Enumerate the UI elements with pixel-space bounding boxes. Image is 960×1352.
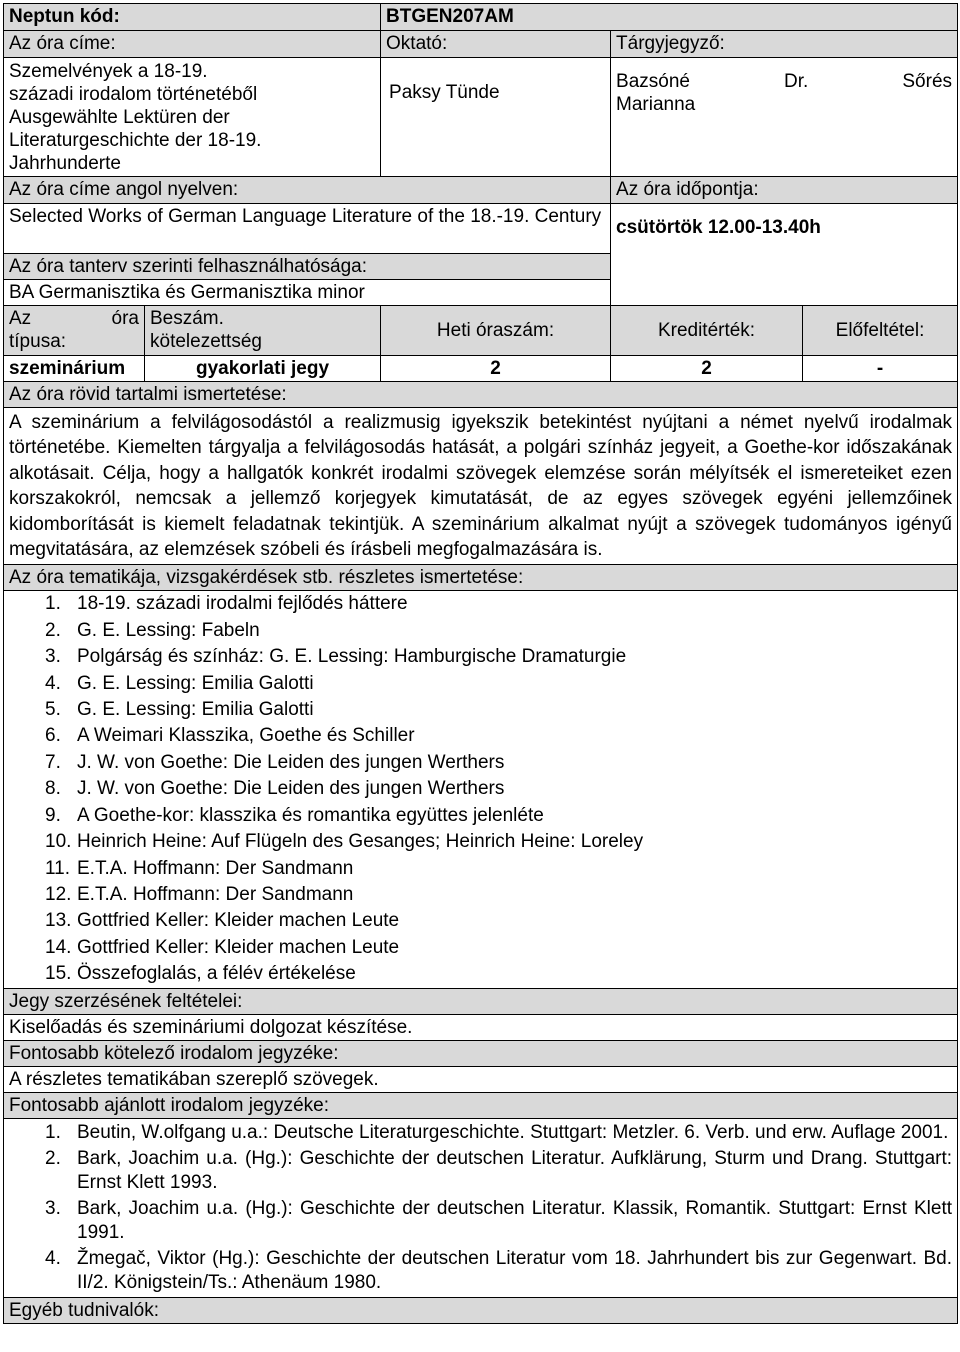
topic-item-number: 14. bbox=[45, 936, 72, 958]
topic-item bbox=[9, 803, 952, 829]
recommended-item-text: Bark, Joachim u.a. (Hg.): Geschichte der deutschen Literatur. Aufklärung, Sturm und Drang. Stuttgart: Ernst Klett 1993. bbox=[77, 1147, 953, 1193]
english-title: Selected Works of German Language Literature of the 18.-19. Century bbox=[4, 204, 611, 254]
topic-item-text: J. W. von Goethe: Die Leiden des jungen Werthers bbox=[77, 751, 505, 773]
topic-item bbox=[9, 829, 952, 855]
owner-label: Tárgyjegyző: bbox=[611, 31, 958, 58]
topic-item-number: 12. bbox=[45, 883, 72, 905]
recommended-item bbox=[9, 1121, 952, 1145]
topics-label: Az óra tematikája, vizsgakérdések stb. részletes ismertetése: bbox=[4, 565, 958, 591]
topic-item-number: 15. bbox=[45, 963, 72, 985]
topic-item-text: E.T.A. Hoffmann: Der Sandmann bbox=[77, 857, 354, 879]
weekly-hours: 2 bbox=[381, 356, 611, 382]
requirement-label-2: kötelezettség bbox=[150, 331, 262, 352]
course-title-de: Ausgewählte Lektüren der Literaturgeschichte der 18-19. Jahrhunderte bbox=[9, 107, 262, 174]
topic-item-text: G. E. Lessing: Fabeln bbox=[77, 619, 260, 641]
requirement-label-1: Beszám. bbox=[150, 308, 224, 329]
neptun-code-label: Neptun kód: bbox=[4, 4, 381, 31]
recommended-item-text: Žmegač, Viktor (Hg.): Geschichte der deutschen Literatur vom 18. Jahrhundert bis zur Gegenwart. Bd. II/2. Königstein/Ts.: Athenäum 1980. bbox=[77, 1247, 953, 1293]
credit-value: 2 bbox=[611, 356, 803, 382]
summary-label: Az óra rövid tartalmi ismertetése: bbox=[4, 382, 958, 408]
topic-item-text: Gottfried Keller: Kleider machen Leute bbox=[77, 936, 400, 958]
course-time: csütörtök 12.00-13.40h bbox=[611, 204, 958, 306]
topic-item bbox=[9, 908, 952, 934]
topic-item-text: Gottfried Keller: Kleider machen Leute bbox=[77, 910, 400, 932]
neptun-code-value: BTGEN207AM bbox=[381, 4, 958, 31]
owner-name-3: Sőrés bbox=[902, 71, 953, 92]
prerequisite-label: Előfeltétel: bbox=[803, 306, 958, 356]
teacher-label: Oktató: bbox=[381, 31, 611, 58]
topic-item bbox=[9, 591, 952, 617]
topic-item-number: 6. bbox=[45, 725, 61, 747]
topic-item-number: 5. bbox=[45, 699, 61, 721]
topic-item-number: 7. bbox=[45, 751, 61, 773]
recommended-item bbox=[9, 1147, 952, 1195]
topic-item-text: Összefoglalás, a félév értékelése bbox=[77, 963, 356, 985]
topic-item bbox=[9, 961, 952, 987]
course-datasheet bbox=[3, 3, 957, 1324]
recommended-item-number: 3. bbox=[45, 1197, 61, 1219]
english-title-label: Az óra címe angol nyelven: bbox=[4, 177, 611, 204]
topic-item bbox=[9, 750, 952, 776]
topic-item bbox=[9, 671, 952, 697]
owner-name-2: Dr. bbox=[784, 71, 809, 92]
recommended-literature-items bbox=[9, 1121, 952, 1295]
topic-item bbox=[9, 723, 952, 749]
topic-item-number: 9. bbox=[45, 804, 61, 826]
topic-item bbox=[9, 856, 952, 882]
course-type-label-3: típusa: bbox=[9, 331, 67, 352]
owner-name-1: Bazsóné bbox=[616, 71, 690, 92]
summary-text: A szeminárium a felvilágosodástól a realizmusig igyekszik betekintést nyújtani a német nyelvű irodalmak történetébe. Kiemelten tárgyalja a felvilágosodás hatását, a polgári színház jegyeit, a Goethe-kor időszakának alkotásait. Célja, hogy a hallgatók konkrét irodalmi szövegek elemzése során mélyítsék el ismereteiket ezen korszakokról, nemcsak a jellemző korjegyek kimutatását, de az egyes szövegek egyéni jellemzőinek kidomborítását is kiemelt feladatnak tekintjük. A szeminárium alkalmat nyújt a szövegek tudományos igényű megvitatására, az elemzések szóbeli és írásbeli megfogalmazására is. bbox=[4, 408, 958, 565]
topic-item-number: 1. bbox=[45, 593, 61, 615]
topic-item-text: J. W. von Goethe: Die Leiden des jungen Werthers bbox=[77, 778, 505, 800]
course-type-label bbox=[4, 306, 145, 356]
topic-item-text: A Goethe-kor: klasszika és romantika együttes jelenléte bbox=[77, 804, 544, 826]
time-label: Az óra időpontja: bbox=[611, 177, 958, 204]
topic-item bbox=[9, 935, 952, 961]
topic-item-text: G. E. Lessing: Emilia Galotti bbox=[77, 699, 314, 721]
topic-item-text: Heinrich Heine: Auf Flügeln des Gesanges; Heinrich Heine: Loreley bbox=[77, 831, 644, 853]
course-owner bbox=[611, 58, 958, 177]
recommended-item-text: Bark, Joachim u.a. (Hg.): Geschichte der deutschen Literatur. Klassik, Romantik. Stuttgart: Ernst Klett 1991. bbox=[77, 1197, 953, 1243]
recommended-item-number: 2. bbox=[45, 1147, 61, 1169]
topic-item-number: 3. bbox=[45, 646, 61, 668]
topic-item bbox=[9, 882, 952, 908]
datasheet-table bbox=[3, 3, 958, 1324]
topic-item-text: A Weimari Klasszika, Goethe és Schiller bbox=[77, 725, 415, 747]
recommended-item-number: 4. bbox=[45, 1247, 61, 1269]
required-literature-label: Fontosabb kötelező irodalom jegyzéke: bbox=[4, 1040, 958, 1066]
topic-item bbox=[9, 618, 952, 644]
prerequisite: - bbox=[803, 356, 958, 382]
credit-label: Kreditérték: bbox=[611, 306, 803, 356]
course-title-label: Az óra címe: bbox=[4, 31, 381, 58]
course-type-label-1: Az bbox=[9, 308, 32, 329]
other-info-label: Egyéb tudnivalók: bbox=[4, 1297, 958, 1323]
topic-item-number: 8. bbox=[45, 778, 61, 800]
topic-item bbox=[9, 776, 952, 802]
topic-item-number: 10. bbox=[45, 831, 72, 853]
recommended-item-text: Beutin, W.olfgang u.a.: Deutsche Literaturgeschichte. Stuttgart: Metzler. 6. Verb. und erw. Auflage 2001. bbox=[77, 1121, 949, 1143]
topic-item bbox=[9, 644, 952, 670]
topics-list bbox=[4, 591, 958, 988]
owner-name-4: Marianna bbox=[616, 94, 696, 115]
recommended-item bbox=[9, 1197, 952, 1245]
required-literature-text: A részletes tematikában szereplő szövegek. bbox=[4, 1066, 958, 1092]
usability-label: Az óra tanterv szerinti felhasználhatósága: bbox=[4, 254, 611, 280]
requirement: gyakorlati jegy bbox=[145, 356, 381, 382]
recommended-item-number: 1. bbox=[45, 1121, 61, 1143]
topic-item-text: 18-19. századi irodalmi fejlődés háttere bbox=[77, 593, 408, 615]
topic-item-text: G. E. Lessing: Emilia Galotti bbox=[77, 672, 314, 694]
recommended-item bbox=[9, 1247, 952, 1295]
topic-item-number: 4. bbox=[45, 672, 61, 694]
course-type: szeminárium bbox=[4, 356, 145, 382]
recommended-literature-list bbox=[4, 1118, 958, 1297]
weekly-hours-label: Heti óraszám: bbox=[381, 306, 611, 356]
course-title bbox=[4, 58, 381, 177]
course-title-hu: Szemelvények a 18-19. századi irodalom történetéből bbox=[9, 61, 258, 105]
recommended-literature-label: Fontosabb ajánlott irodalom jegyzéke: bbox=[4, 1092, 958, 1118]
grading-text: Kiselőadás és szemináriumi dolgozat készítése. bbox=[4, 1014, 958, 1040]
topic-item-text: Polgárság és színház: G. E. Lessing: Hamburgische Dramaturgie bbox=[77, 646, 627, 668]
topic-item bbox=[9, 697, 952, 723]
course-type-label-2: óra bbox=[111, 308, 139, 329]
topic-item-number: 2. bbox=[45, 619, 61, 641]
topic-item-number: 11. bbox=[45, 857, 71, 879]
teacher-name: Paksy Tünde bbox=[381, 58, 611, 177]
topic-item-text: E.T.A. Hoffmann: Der Sandmann bbox=[77, 883, 354, 905]
usability-value: BA Germanisztika és Germanisztika minor bbox=[4, 280, 611, 306]
topic-item-number: 13. bbox=[45, 910, 72, 932]
requirement-label bbox=[145, 306, 381, 356]
topics-items bbox=[9, 591, 952, 987]
grading-label: Jegy szerzésének feltételei: bbox=[4, 988, 958, 1014]
